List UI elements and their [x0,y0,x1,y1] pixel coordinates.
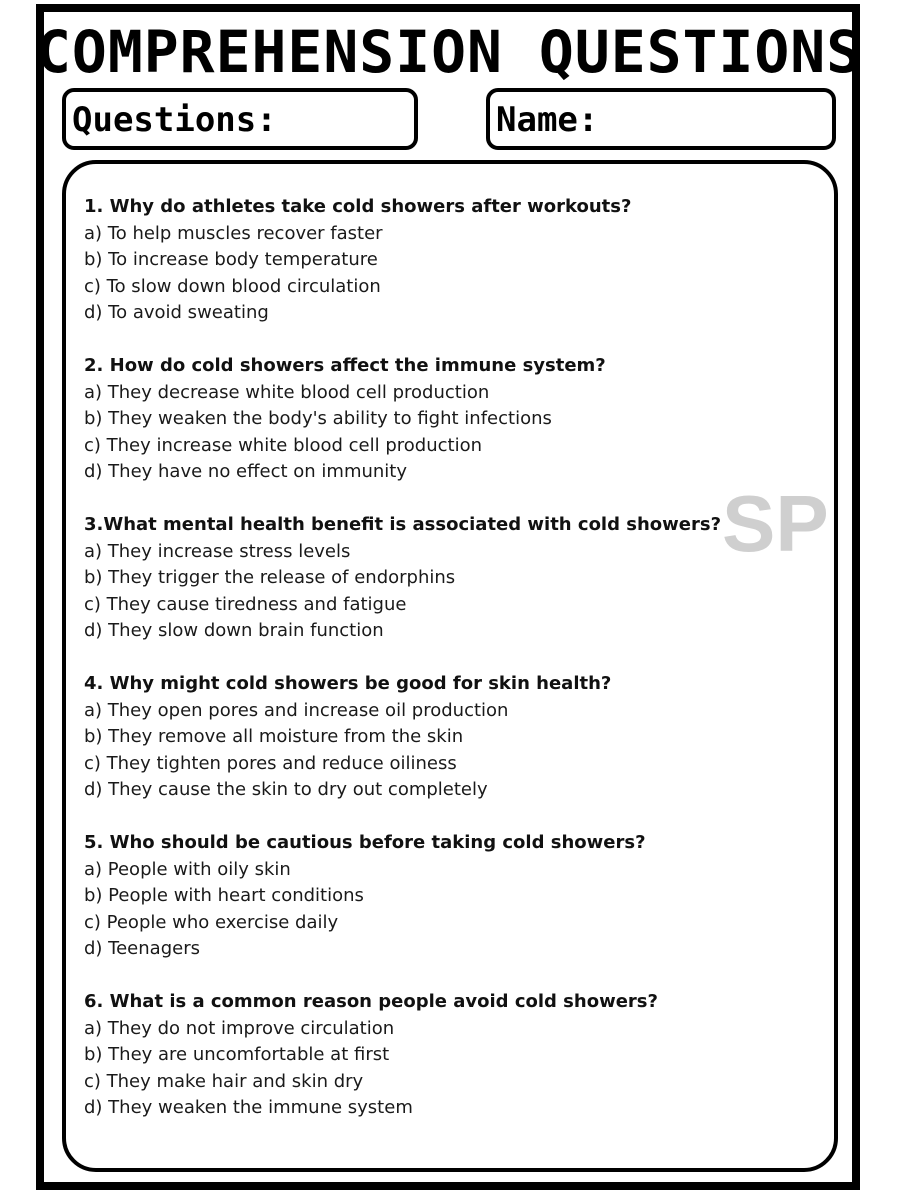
option-b: b) People with heart conditions [84,885,364,906]
option-d: d) They weaken the immune system [84,1097,413,1118]
option-d: d) They slow down brain function [84,620,384,641]
option-c: c) People who exercise daily [84,911,339,933]
question-5 [84,830,824,963]
option-a: a) To help muscles recover faster [84,222,383,244]
question-text: 6. What is a common reason people avoid cold showers? [84,991,658,1012]
question-text: 3.What mental health benefit is associated with cold showers? [84,514,722,535]
name-field[interactable] [486,88,836,150]
option-b: b) They remove all moisture from the skin [84,726,464,747]
question-text: 1. Why do athletes take cold showers after workouts? [84,196,632,217]
option-a: a) They decrease white blood cell production [84,381,490,403]
option-d: d) They have no effect on immunity [84,461,408,482]
option-b: b) They weaken the body's ability to fight infections [84,408,552,429]
question-4 [84,671,824,804]
name-label: Name: [496,100,599,140]
watermark: SP [722,479,829,568]
question-3 [84,512,824,645]
option-b: b) To increase body temperature [84,249,378,270]
question-list [84,194,824,1148]
option-d: d) To avoid sweating [84,302,269,323]
option-b: b) They are uncomfortable at first [84,1044,390,1065]
option-c: c) To slow down blood circulation [84,275,381,297]
option-b: b) They trigger the release of endorphins [84,567,456,588]
option-d: d) Teenagers [84,938,200,959]
option-a: a) They increase stress levels [84,540,351,562]
option-c: c) They tighten pores and reduce oiliness [84,752,457,774]
page-title: COMPREHENSION QUESTIONS [36,18,863,86]
question-text: 5. Who should be cautious before taking cold showers? [84,832,646,853]
question-text: 2. How do cold showers affect the immune system? [84,355,606,376]
option-c: c) They cause tiredness and fatigue [84,593,407,615]
question-text: 4. Why might cold showers be good for skin health? [84,673,612,694]
question-2 [84,353,824,486]
questions-label-box [62,88,418,150]
option-a: a) They do not improve circulation [84,1017,395,1039]
option-a: a) They open pores and increase oil production [84,699,509,721]
option-c: c) They make hair and skin dry [84,1070,364,1092]
option-d: d) They cause the skin to dry out completely [84,779,488,800]
question-6 [84,989,824,1122]
option-c: c) They increase white blood cell production [84,434,483,456]
option-a: a) People with oily skin [84,858,291,880]
question-1 [84,194,824,327]
questions-label: Questions: [72,100,277,140]
